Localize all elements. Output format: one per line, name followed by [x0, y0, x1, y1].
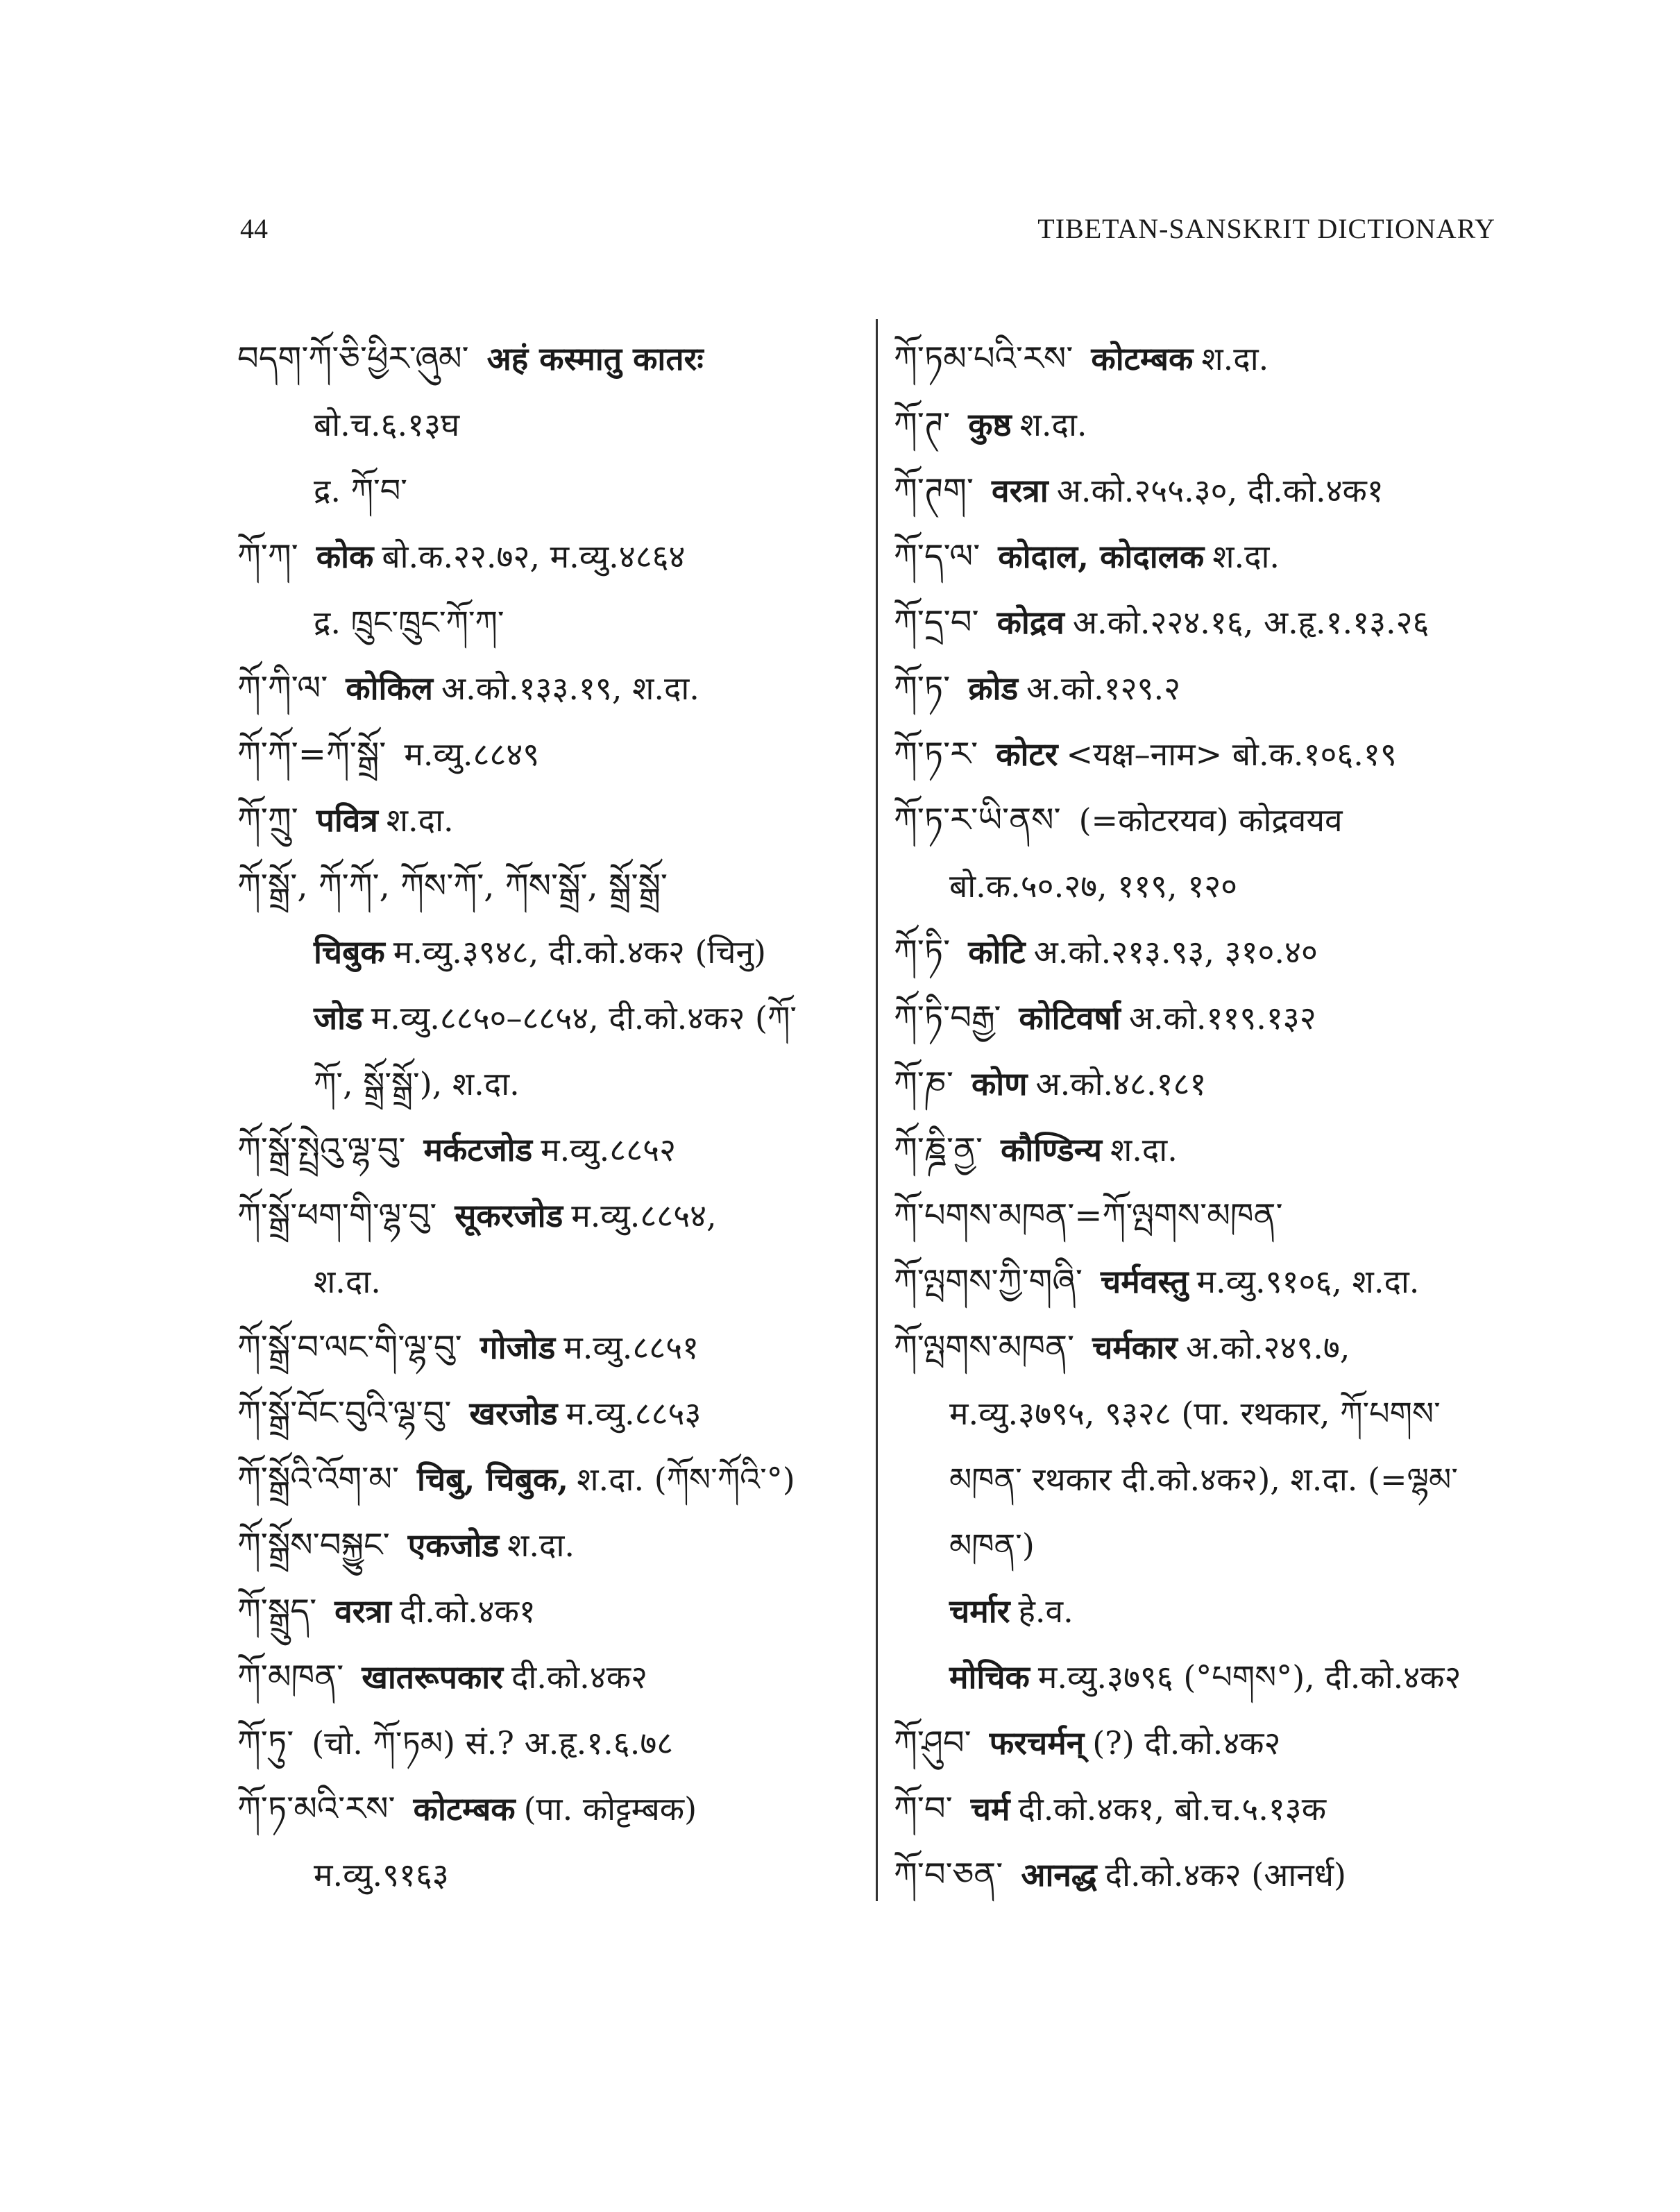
sanskrit-equivalent: पवित्र — [316, 801, 378, 839]
dictionary-entry — [237, 458, 862, 524]
source-reference: श.दा. — [386, 801, 454, 839]
right-column — [894, 326, 1518, 1908]
tibetan-headword: ཀོ་སྒྲོའི་འོག་མ་ — [237, 1460, 400, 1499]
source-reference: द्र. ཁྲུང་ཁྲུང་ཀོ་ཀ་ — [314, 604, 504, 641]
dictionary-entry — [894, 458, 1518, 524]
tibetan-headword: ཀོ་པགས་མཁན་=ཀོ་ལྤགས་མཁན་ — [894, 1196, 1283, 1235]
sanskrit-equivalent: मोचिक — [949, 1658, 1030, 1696]
tibetan-headword: ཀོ་ལྤགས་ཀྱི་གཞི་ — [894, 1262, 1083, 1301]
tibetan-headword: ཀོ་སྒྲོ་སྤྲེའུ་ལྷ་བུ་ — [237, 1130, 406, 1169]
sanskrit-equivalent: सूकरजोड — [455, 1197, 563, 1234]
sanskrit-equivalent: कोटर — [996, 735, 1058, 773]
source-reference: द्र. ཀོ་བ་ — [314, 472, 407, 509]
sanskrit-equivalent: कोकिल — [346, 670, 433, 707]
tibetan-headword: ཀོ་ཏམ་པའི་རས་ — [894, 339, 1074, 378]
source-reference: श.दा. — [507, 1526, 575, 1564]
tibetan-headword: ཀོ་ཏི་ — [894, 933, 951, 971]
tibetan-headword: ཀོ་དྲ་བ་ — [894, 603, 979, 642]
dictionary-entry — [237, 1051, 862, 1117]
dictionary-entry — [894, 1710, 1518, 1776]
sanskrit-equivalent: आनद्ध — [1021, 1856, 1097, 1894]
dictionary-entry — [237, 1381, 862, 1447]
source-reference: बो.क.५०.२७, ११९, १२० — [949, 867, 1238, 905]
page-number: 44 — [240, 213, 268, 244]
sanskrit-equivalent: कुष्ठ — [968, 406, 1012, 443]
source-reference: མཁན་ रथकार दी.को.४क२), श.दा. (=ལྷམ་ — [949, 1461, 1459, 1498]
sanskrit-equivalent: कोद्रव — [996, 604, 1064, 641]
source-reference: म.व्यु.३७९६ (°པགས°), दी.को.४क२ — [1037, 1658, 1461, 1696]
dictionary-entry — [237, 1776, 862, 1842]
sanskrit-equivalent: मर्कटजोड — [423, 1131, 533, 1168]
dictionary-entry — [894, 985, 1518, 1051]
tibetan-headword: ཀོ་ད་ལ་ — [894, 537, 981, 576]
dictionary-entry — [894, 853, 1518, 919]
source-reference: म.व्यु.८८५४, — [571, 1197, 717, 1234]
sanskrit-equivalent: कोटम्बक — [413, 1790, 516, 1828]
dictionary-entry — [894, 1183, 1518, 1249]
source-reference: (?) दी.को.४क२ — [1092, 1724, 1281, 1762]
sanskrit-equivalent: अहं कस्मातु कातरः — [486, 340, 704, 377]
dictionary-entry — [237, 1842, 862, 1908]
dictionary-entry — [237, 392, 862, 458]
source-reference: श.दा. — [1201, 340, 1269, 377]
sanskrit-equivalent: खातरूपकार — [362, 1658, 503, 1696]
tibetan-headword: ཀོ་ཀི་ལ་ — [237, 669, 328, 708]
tibetan-headword: ཀོ་ཊ་ — [894, 405, 951, 444]
source-reference: म.व्यु.८८५२ — [541, 1131, 676, 1168]
tibetan-headword: ཀོ་ཎ་ — [894, 1064, 953, 1103]
running-title: TIBETAN-SANSKRIT DICTIONARY — [1037, 213, 1495, 244]
dictionary-entry — [237, 722, 862, 788]
sanskrit-equivalent: चर्मकार — [1092, 1329, 1178, 1366]
dictionary-entry — [894, 1644, 1518, 1710]
source-reference: हे.व. — [1018, 1592, 1074, 1630]
dictionary-entry — [237, 1117, 862, 1183]
source-reference: म.व्यु.८८४९ — [404, 735, 540, 773]
tibetan-headword: ཀོ་སྒྲོས་བསྐྱུང་ — [237, 1526, 390, 1565]
sanskrit-equivalent: चिबु, चिबुक, — [417, 1461, 569, 1498]
source-reference: (=कोटरयव) कोद्रवयव — [1078, 801, 1343, 839]
source-reference: अ.को.२४९.७, — [1185, 1329, 1350, 1366]
tibetan-headword: ཀོ་སྒྲོ་བ་ལང་གི་ལྷ་བུ་ — [237, 1328, 462, 1367]
column-divider — [876, 319, 878, 1901]
dictionary-entry — [237, 985, 862, 1051]
sanskrit-equivalent: खरजोड — [469, 1395, 558, 1432]
sanskrit-equivalent: कोक — [316, 538, 374, 575]
source-reference: बो.च.६.१३घ — [314, 406, 460, 443]
dictionary-entry — [237, 788, 862, 853]
sanskrit-equivalent: चर्मार — [949, 1592, 1010, 1630]
dictionary-entry — [237, 656, 862, 722]
sanskrit-equivalent: वरत्रा — [334, 1592, 391, 1630]
source-reference: अ.को.२५५.३०, दी.को.४क१ — [1056, 472, 1384, 509]
source-reference: म.व्यु.८८५०–८८५४, दी.को.४क२ (ཀོ་ — [371, 999, 797, 1037]
tibetan-headword: ཀོ་ཤུབ་ — [894, 1724, 971, 1762]
dictionary-entry — [894, 656, 1518, 722]
tibetan-headword: ཀོ་ཎྜི་ནྱ་ — [894, 1130, 983, 1169]
tibetan-headword: ཀོ་ཏི་བརྒྱ་ — [894, 998, 1001, 1037]
tibetan-headword: ཀོ་སྒྲོ་བོང་བུའི་ལྷ་བུ་ — [237, 1394, 452, 1433]
source-reference: दी.को.४क१ — [399, 1592, 536, 1630]
dictionary-entry — [237, 853, 862, 919]
dictionary-entry — [894, 1051, 1518, 1117]
source-reference: अ.को.१२९.२ — [1026, 670, 1181, 707]
sanskrit-equivalent: वरत्रा — [992, 472, 1049, 509]
source-reference: མཁན་) — [949, 1526, 1035, 1564]
source-reference: श.दा. — [1110, 1131, 1178, 1168]
tibetan-headword: ཀོ་ཏ་ — [894, 669, 951, 708]
tibetan-headword: ཀོ་བ་ — [894, 1789, 953, 1828]
source-reference: (चो. ཀོ་ཏམ) सं.? अ.हृ.१.६.७८ — [312, 1724, 674, 1762]
source-reference: श.दा. (ཀོས་ཀོའི་°) — [577, 1461, 795, 1498]
sanskrit-equivalent: कोण — [971, 1065, 1028, 1103]
sanskrit-equivalent: चर्म — [970, 1790, 1010, 1828]
dictionary-entry — [894, 326, 1518, 392]
dictionary-entry — [237, 1315, 862, 1381]
source-reference: अ.को.१३३.१९, श.दा. — [441, 670, 699, 707]
source-reference: अ.को.२१३.९३, ३१०.४० — [1033, 933, 1318, 971]
source-reference: म.व्यु.८८५३ — [566, 1395, 702, 1432]
dictionary-entry — [237, 1249, 862, 1315]
source-reference: म.व्यु.३७९५, ९३२८ (पा. रथकार, ཀོ་པགས་ — [949, 1395, 1441, 1432]
dictionary-entry — [894, 1315, 1518, 1381]
dictionary-entry — [894, 1381, 1518, 1447]
dictionary-entry — [237, 919, 862, 985]
sanskrit-equivalent: कौण्डिन्य — [1001, 1131, 1102, 1168]
source-reference: म.व्यु.८८५१ — [563, 1329, 699, 1366]
source-reference: श.दा. — [314, 1263, 381, 1300]
sanskrit-equivalent: जोड — [314, 999, 363, 1037]
tibetan-headword: ཀོ་སྒྲོ་ཕག་གི་ལྷ་བུ་ — [237, 1196, 437, 1235]
sanskrit-equivalent: कोटिवर्षा — [1019, 999, 1121, 1037]
dictionary-entry — [894, 392, 1518, 458]
dictionary-entry — [237, 1447, 862, 1513]
tibetan-headword: ཀོ་ཊག་ — [894, 471, 974, 510]
left-column — [237, 326, 862, 1908]
tibetan-headword: ཀོ་མཁན་ — [237, 1658, 344, 1696]
source-reference: श.दा. — [1212, 538, 1280, 575]
tibetan-headword: ཀོ་ཀོ་=ཀོ་སྒྲོ་ — [237, 735, 387, 774]
dictionary-entry — [237, 326, 862, 392]
dictionary-entry — [237, 1579, 862, 1644]
source-reference: दी.को.४क२ — [511, 1658, 647, 1696]
dictionary-entry — [894, 788, 1518, 853]
dictionary-entry — [894, 524, 1518, 590]
dictionary-entry — [894, 1513, 1518, 1579]
source-reference: म.व्यु.३९४८, दी.को.४क२ (चिनु) — [393, 933, 766, 971]
dictionary-entry — [894, 590, 1518, 656]
sanskrit-equivalent: गोजोड — [480, 1329, 556, 1366]
source-reference: अ.को.२२४.१६, अ.हृ.१.१३.२६ — [1072, 604, 1429, 641]
tibetan-headword: ཀོ་སྒྲོ་, ཀོ་ཀོ་, ཀོས་ཀོ་, ཀོས་སྒྲོ་, སྒྲོ་སྒྲོ་ — [237, 867, 668, 905]
sanskrit-equivalent: फरचर्मन् — [989, 1724, 1085, 1762]
source-reference: दी.को.४क२ (आनर्ध) — [1105, 1856, 1346, 1894]
tibetan-headword: ཀོ་སྒྲུད་ — [237, 1592, 317, 1631]
tibetan-headword: ཀོ་ཀྲུ་ — [237, 801, 298, 840]
source-reference: बो.क.२२.७२, म.व्यु.४८६४ — [382, 538, 686, 575]
source-reference: अ.को.११९.१३२ — [1128, 999, 1316, 1037]
tibetan-headword: ཀོ་ཏ་མའི་རས་ — [237, 1789, 396, 1828]
source-reference: (पा. कोट्टम्बक) — [523, 1790, 697, 1828]
dictionary-entry — [894, 1842, 1518, 1908]
tibetan-headword: ཀོ་ཏ་ར་ཡི་ནས་ — [894, 801, 1061, 840]
dictionary-entry — [237, 1644, 862, 1710]
dictionary-entry — [237, 590, 862, 656]
sanskrit-equivalent: कोटम्बक — [1091, 340, 1194, 377]
dictionary-entry — [237, 1513, 862, 1579]
source-reference: अ.को.४८.१८१ — [1035, 1065, 1207, 1103]
tibetan-headword: ཀོ་ལྤགས་མཁན་ — [894, 1328, 1075, 1367]
dictionary-entry — [894, 722, 1518, 788]
tibetan-headword: ཀོ་ཀ་ — [237, 537, 298, 576]
dictionary-entry — [237, 524, 862, 590]
source-reference: म.व्यु.९१६३ — [314, 1856, 449, 1894]
sanskrit-equivalent: क्रोड — [968, 670, 1019, 707]
sanskrit-equivalent: चिबुक — [314, 933, 385, 971]
dictionary-entry — [894, 1117, 1518, 1183]
dictionary-entry — [237, 1710, 862, 1776]
source-reference: दी.को.४क१, बो.च.५.१३क — [1018, 1790, 1327, 1828]
dictionary-entry — [894, 1579, 1518, 1644]
dictionary-entry — [894, 919, 1518, 985]
sanskrit-equivalent: एकजोड — [407, 1526, 500, 1564]
source-reference: ཀོ་, སྒྲོ་སྒྲོ་), श.दा. — [314, 1065, 520, 1103]
tibetan-headword: ཀོ་ཏ་ར་ — [894, 735, 978, 774]
sanskrit-equivalent: कोदाल, कोदालक — [998, 538, 1205, 575]
dictionary-entry — [237, 1183, 862, 1249]
tibetan-headword: ཀོ་ཏུ་ — [237, 1724, 294, 1762]
tibetan-headword: བདག་ཀོ་ཅི་ཕྱིར་ཞུམ་ — [237, 339, 469, 378]
dictionary-entry — [894, 1447, 1518, 1513]
source-reference: म.व्यु.९१०६, श.दा. — [1196, 1263, 1420, 1300]
source-reference: <यक्ष–नाम> बो.क.१०६.१९ — [1066, 735, 1397, 773]
tibetan-headword: ཀོ་བ་ཅན་ — [894, 1855, 1003, 1894]
sanskrit-equivalent: चर्मवस्तु — [1101, 1263, 1189, 1300]
source-reference: श.दा. — [1019, 406, 1087, 443]
running-head — [240, 212, 1495, 254]
dictionary-entry — [894, 1249, 1518, 1315]
dictionary-entry — [894, 1776, 1518, 1842]
sanskrit-equivalent: कोटि — [968, 933, 1026, 971]
